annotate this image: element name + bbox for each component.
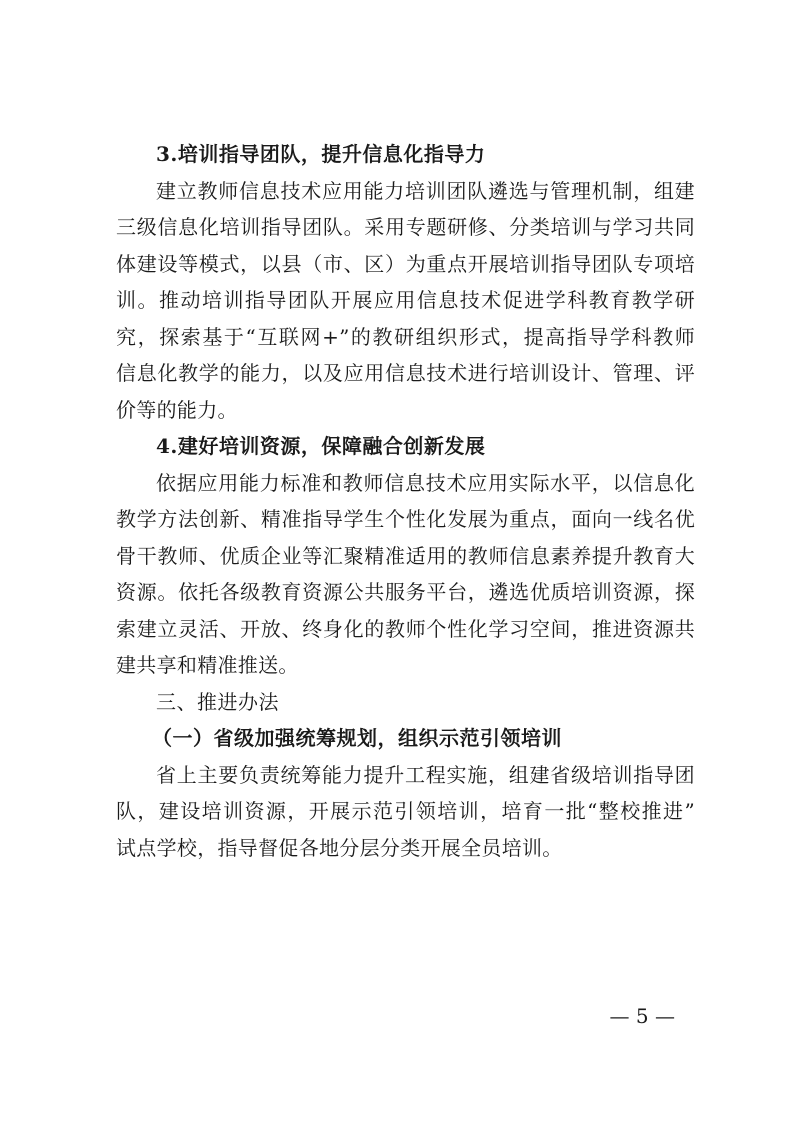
text-line: 省上主要负责统筹能力提升工程实施，组建省级培训指导团 (156, 762, 695, 787)
text-line: 骨干教师、优质企业等汇聚精准适用的教师信息素养提升教育大 (116, 543, 695, 568)
paragraph-training-team (116, 173, 695, 429)
text-line: 训。推动培训指导团队开展应用信息技术促进学科教育教学研 (116, 288, 695, 312)
text-line: 建共享和精准推送。 (116, 653, 299, 677)
text-line: 价等的能力。 (116, 397, 238, 422)
paragraph-training-resources (116, 465, 695, 684)
text-line: 资源。依托各级教育资源公共服务平台，遴选优质培训资源，探 (116, 580, 695, 604)
text-line: 依据应用能力标准和教师信息技术应用实际水平，以信息化 (156, 470, 695, 495)
text-line: 试点学校，指导督促各地分层分类开展全员培训。 (116, 835, 563, 860)
text-line: 信息化教学的能力，以及应用信息技术进行培训设计、管理、评 (116, 361, 695, 385)
section-heading-measures: 三、推进办法 (156, 689, 279, 714)
subheading-provincial-planning: （一）省级加强统筹规划，组织示范引领培训 (152, 726, 562, 750)
heading-training-team: 3.培训指导团队，提升信息化指导力 (156, 142, 486, 166)
text-line: 队，建设培训资源，开展示范引领培训，培育一批“整校推进” (116, 799, 695, 823)
heading-training-resources: 4.建好培训资源，保障融合创新发展 (156, 434, 486, 458)
document-body (116, 136, 695, 866)
page-number: — 5 — (609, 1004, 675, 1028)
text-line: 体建设等模式，以县（市、区）为重点开展培训指导团队专项培 (116, 251, 695, 276)
paragraph-provincial-planning (116, 757, 695, 867)
text-line: 索建立灵活、开放、终身化的教师个性化学习空间，推进资源共 (116, 616, 695, 641)
text-line: 教学方法创新、精准指导学生个性化发展为重点，面向一线名优 (116, 507, 695, 531)
text-line: 建立教师信息技术应用能力培训团队遴选与管理机制，组建 (156, 178, 695, 203)
text-line: 三级信息化培训指导团队。采用专题研修、分类培训与学习共同 (116, 215, 695, 239)
text-line: 究，探索基于“互联网+”的教研组织形式，提高指导学科教师 (116, 324, 695, 349)
